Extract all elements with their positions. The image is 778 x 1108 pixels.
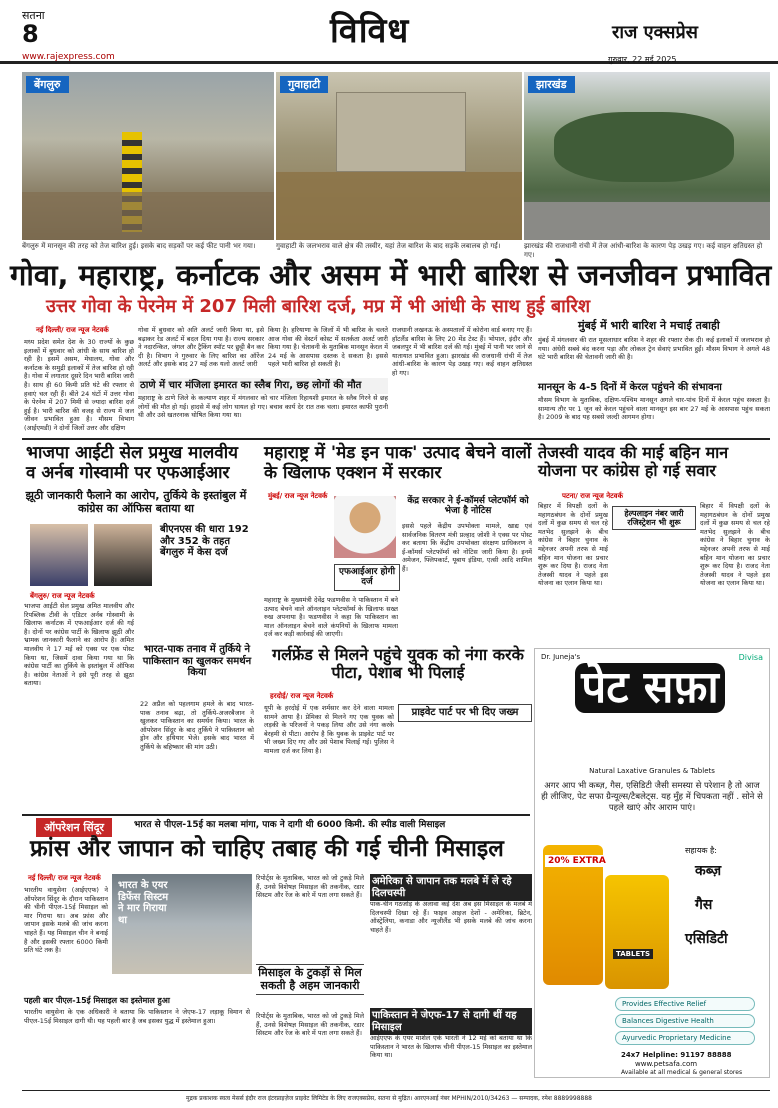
monsoon-body: मौसम विभाग के मुताबिक, दक्षिण-पश्चिम मानसून अगले चार-पांच दिनों में केरल पहुंच सकता है। सामान्य तौर पर 1 जून को केरल पहुंचने वाला मानसून इस बार 27 मई के आसपास पहुंच सकता है। 2009 के बाद यह सबसे जल्दी आगमन होगा। <box>538 396 770 422</box>
madeinpak-body: महाराष्ट्र के मुख्यमंत्री देवेंद्र फडणवीस ने पाकिस्तान में बने उत्पाद बेचने वाले ऑनलाइन प्लेटफॉर्म्स के खिलाफ सख्त रुख अपनाया है। फडणवीस ने कहा कि पाकिस्तान का माल ऑनलाइन बेचने वाले कंपनियों के खिलाफ मामला दर्ज कर कड़ी कार्रवाई की जाएगी। <box>264 596 398 639</box>
section-divider <box>22 438 770 440</box>
operation-sub-headline: मिसाइल के टुकड़ों से मिल सकती है अहम जानकारी <box>256 964 364 995</box>
bjp-subhead: झूठी जानकारी फैलाने का आरोप, तुर्किये के इस्तांबुल में कांग्रेस का ऑफिस बताया था <box>25 489 247 515</box>
mumbai-headline: मुंबई में भारी बारिश ने मचाई तबाही <box>578 319 720 332</box>
lead-subhead: उत्तर गोवा के पेरनेम में 207 मिली बारिश दर्ज, मप्र में भी आंधी के साथ हुई बारिश <box>46 296 591 317</box>
bjp-pullquote: बीएनएस की धारा 192 और 352 के तहत बेंगलुरु में केस दर्ज <box>160 524 249 558</box>
pl15-headline: पहली बार पीएल-15ई मिसाइल का इस्तेमाल हुआ <box>24 996 170 1005</box>
ad-benefit: Provides Effective Relief <box>615 997 755 1011</box>
ad-helpline: 24x7 Helpline: 91197 88888 <box>621 1051 732 1059</box>
tejashwi-body: बिहार में विपक्षी दलों के महागठबंधन के दोनों प्रमुख दलों में कुछ समय से चल रहे मतभेद सुलझने के बीच कांग्रेस ने बिहार चुनाव के मद्देनजर अपनी तरफ से माई बहिन मान योजना का प्रचार शुरू कर दिया है। राजद नेता तेजस्वी यादव ने पहले इस योजना का एलान किया था। <box>538 502 608 588</box>
lead-dateline: नई दिल्ली/ राज न्यूज नेटवर्क <box>36 326 109 334</box>
turkey-body: 22 अप्रैल को पहलगाम हमले के बाद भारत-पाक तनाव बढ़ा, तो तुर्किये-अजरबैजान ने खुलकर पाकिस्तान का समर्थन किया। भारत के ऑपरेशन सिंदूर के बाद तुर्किये ने पाकिस्तान को ड्रोन और हथियार भेजे। इसके बाद भारत में तुर्किये के बहिष्कार की मांग उठी। <box>140 700 254 751</box>
usjapan-body: पाक-चीन गठजोड़ के अलावा कई देश अब इस मिसाइल के मलबे में दिलचस्पी दिखा रहे हैं। फाइव आइज देशों - अमेरिका, ब्रिटेन, ऑस्ट्रेलिया, कनाडा और न्यूजीलैंड भी इसके मलबे की जांच करना चाहते हैं। <box>370 900 532 934</box>
girlfriend-dateline: हरदोई/ राज न्यूज नेटवर्क <box>270 692 334 700</box>
operation-dateline: नई दिल्ली/ राज न्यूज नेटवर्क <box>28 874 101 882</box>
helpline-box: हेल्पलाइन नंबर जारी रजिस्ट्रेशन भी शुरू <box>612 506 696 530</box>
mumbai-body: मुंबई में मंगलवार की रात मूसलाधार बारिश ने शहर की रफ्तार रोक दी। कई इलाकों में जलभराव हो गया। अंधेरी सबवे बंद करना पड़ा और लोकल ट्रेन सेवाएं प्रभावित हुईं। मौसम विभाग ने अगले 48 घंटे भारी बारिश की चेतावनी जारी की है। <box>538 336 770 362</box>
ad-benefit: Balances Digestive Health <box>615 1014 755 1028</box>
operation-sub-body: रिपोर्ट्स के मुताबिक, भारत को जो टुकड़े मिले हैं, उनसे विशेषज्ञ मिसाइल की तकनीक, रडार सिस्टम और रेंज के बारे में पता लगा सकते हैं। <box>256 1012 364 1038</box>
page-number: 8 <box>22 20 39 48</box>
avatar-fadnavis <box>334 496 396 558</box>
turkey-headline: भारत-पाक तनाव में तुर्किये ने पाकिस्तान का खुलकर समर्थन किया <box>142 644 252 678</box>
operation-tag: ऑपरेशन सिंदूर <box>36 818 112 837</box>
photo-jharkhand <box>524 72 770 240</box>
lead-body-col3: किया है। हरियाणा के जिलों में भी बारिश के चलते आज गोवा की वेस्टर्न कोस्ट में सतर्कता अलर्ट जारी किया गया है। चेतावनी के मुताबिक मानसून केरल में 24 मई के आसपास दस्तक दे सकता है। इससे पहले भारी बारिश हो सकती है। <box>268 326 388 369</box>
masthead <box>0 0 778 64</box>
operation-headline: फ्रांस और जापान को चाहिए तबाह की गई चीनी मिसाइल <box>30 836 504 862</box>
madeinpak-dateline: मुंबई/ राज न्यूज नेटवर्क <box>268 492 328 500</box>
bjp-body: भाजपा आईटी सेल प्रमुख अमित मालवीय और रिपब्लिक टीवी के एडिटर अर्नब गोस्वामी के खिलाफ कर्नाटक में एफआईआर दर्ज की गई है। दोनों पर कांग्रेस पार्टी के खिलाफ झूठी और भ्रामक जानकारी फैलाने का आरोप है। अमित मालवीय ने 17 मई को एक्स पर एक पोस्ट किया था, जिसमें दावा किया गया था कि कांग्रेस पार्टी का तुर्किये के इस्तांबुल में ऑफिस है। कांग्रेस नेताओं ने इसे पूरी तरह से झूठा बताया। <box>24 602 134 688</box>
ad-product: पेट सफ़ा <box>575 663 725 713</box>
footer-divider <box>22 1090 770 1091</box>
building-body: महाराष्ट्र के ठाणे जिले के कल्याण शहर में मंगलवार को चार मंजिला रिहायशी इमारत के स्लैब गिरने से छह लोगों की मौत हो गई। हादसे में कई लोग घायल हो गए। बचाव कार्य देर रात तक चला। इमारत काफी पुरानी थी और उसे खतरनाक घोषित किया गया था। <box>138 394 388 420</box>
madeinpak-headline: महाराष्ट्र में 'मेड इन पाक' उत्पाद बेचने वालों के खिलाफ एक्शन में सरकार <box>264 443 532 483</box>
issue-date: गुरुवार, 22 मई 2025 <box>608 55 677 64</box>
photo-caption: बेंगलुरु में मानसून की तरह को तेज बारिश हुई। इसके बाद सड़कों पर कई फीट पानी भर गया। <box>22 242 256 250</box>
lead-body-col2: गोवा में बुधवार को अति अलर्ट जारी किया था, इसे बढ़ाकर रेड अलर्ट में बदल दिया गया है। राज्य सरकार ने नदारन्कित, जंगल और ट्रैकिंग स्पॉट पर छुट्टी बैन कर दी है। विभाग ने गुरुवार के लिए बारिश का ऑरेंज अलर्ट और इसके बाद 27 मई तक यलो अलर्ट जारी <box>138 326 264 369</box>
photo-tag: गुवाहाटी <box>280 76 328 93</box>
ad-help-item: कब्ज़ <box>695 863 722 879</box>
operation-body: भारतीय वायुसेना (आईएएफ) ने ऑपरेशन सिंदूर के दौरान पाकिस्तान की चीनी पीएल-15ई मिसाइल को मार गिराया था। अब फ्रांस और जापान इसके मलबे की जांच करना चाहते हैं। यह मिसाइल चीन ने बनाई है और इसकी रफ्तार 6000 किमी प्रति घंटे तक है। <box>24 886 108 955</box>
ad-maker: Dr. Juneja's <box>541 653 581 661</box>
ad-help-item: एसिडिटी <box>685 931 728 947</box>
ad-brand-tag: Divisa <box>738 653 763 662</box>
ad-website[interactable]: www.petsafa.com <box>635 1060 698 1068</box>
section-title: विविध <box>330 11 410 51</box>
operation-kicker: भारत से पीएल-15ई का मलबा मांगा, पाक ने दागी थी 6000 किमी. की स्पीड वाली मिसाइल <box>134 820 446 830</box>
ad-pitch: अगर आप भी कब्ज़, गैस, एसिडिटी जैसी समस्या से परेशान है तो आज ही लीजिए, पेट सफा ग्रैन्यूल्स/टैबलेट्स. यह मुँह में चिपकता नहीं . सोने से पहले खाएं और आराम पाएं। <box>541 781 763 813</box>
ecom-headline: केंद्र सरकार ने ई-कॉमर्स प्लेटफॉर्म को भेजा है नोटिस <box>407 496 529 517</box>
photo-caption: झारखंड की राजधानी रांची में तेज आंधी-बारिश के कारण पेड़ उखड़ गए। कई वाहन क्षतिग्रस्त हो गए। <box>524 242 763 259</box>
jf17-body: आईएएफ के एयर मार्शल एके भारती ने 12 मई को बताया था कि पाकिस्तान ने भारत के खिलाफ चीनी पीएल-15 मिसाइल का इस्तेमाल किया था। <box>370 1034 532 1060</box>
photo-bengaluru <box>22 72 274 240</box>
ad-help-item: गैस <box>695 897 713 913</box>
monsoon-headline: मानसून के 4-5 दिनों में केरल पहुंचने की संभावना <box>538 382 722 393</box>
website-link[interactable]: www.rajexpress.com <box>22 52 115 62</box>
pl15-body: भारतीय वायुसेना के एक अधिकारी ने बताया कि पाकिस्तान ने जेएफ-17 लड़ाकू विमान से पीएल-15ई मिसाइल दागी थी। यह पहली बार है जब इसका युद्ध में इस्तेमाल हुआ। <box>24 1008 250 1025</box>
section-divider <box>22 814 530 816</box>
ad-tablets: TABLETS <box>613 949 653 959</box>
operation-sub-body-a: रिपोर्ट्स के मुताबिक, भारत को जो टुकड़े मिले हैं, उनसे विशेषज्ञ मिसाइल की तकनीक, रडार सिस्टम और रेंज के बारे में पता लगा सकते हैं। <box>256 874 364 900</box>
photo-tag: झारखंड <box>528 76 575 93</box>
brand-logo: राज एक्सप्रेस <box>612 22 698 43</box>
imprint-footer: मुद्रक प्रकाशक स्वत्व मेसर्स इंदौर राज इंटरप्राइज़ेज प्राइवेट लिमिटेड के लिए राजएक्सप्रेस, सतना से मुद्रित। आरएनआई नंबर MPHIN/2010/34263 — सम्पादक, रमेश 8889998888 <box>186 1095 592 1102</box>
ad-petsafa[interactable] <box>534 648 770 1078</box>
girlfriend-body: यूपी के हरदोई में एक शर्मसार कर देने वाला मामला सामने आया है। प्रेमिका से मिलने गए एक युवक को लड़की के परिजनों ने पकड़ लिया और उसे नंगा करके बेरहमी से पीटा। आरोप है कि युवक के प्राइवेट पार्ट पर भी जख्म दिए गए और उसे पेशाब पिलाई गई। पुलिस ने मामला दर्ज कर लिया है। <box>264 704 394 755</box>
tejashwi-dateline: पटना/ राज न्यूज नेटवर्क <box>562 492 623 500</box>
building-headline: ठाणे में चार मंजिला इमारत का स्लैब गिरा, छह लोगों की मौत <box>138 378 388 394</box>
tejashwi-headline: तेजस्वी यादव की माई बहिन मान योजना पर कांग्रेस हो गई सवार <box>538 443 729 481</box>
lead-body-col1: मध्य प्रदेश समेत देश के 30 राज्यों के कुछ इलाकों में बुधवार को आंधी के साथ बारिश हो रही है। इसमें असम, मेघालय, गोवा और कर्नाटक के समुद्री इलाकों में तेज बारिश हो रही है। गोवा में लगातार दूसरे दिन भारी बारिश जारी है। साथ ही 60 किमी प्रति घंटे की रफ्तार से हवाएं चल रही हैं। बीते 24 घंटों में उत्तर गोवा के पेरनेम में 207 मिमी से ज्यादा बारिश दर्ज हुई है। भारी बारिश की वजह से राज्य में जल जीवन प्रभावित हुआ है। मौसम विभाग (आईएमडी) ने दोनों जिलों उत्तर और दक्षिण <box>24 338 134 432</box>
usjapan-headline: अमेरिका से जापान तक मलबे में ले रहे दिलचस्पी <box>370 874 532 901</box>
avatar-malviya <box>30 524 88 586</box>
photo-caption: गुवाहाटी के जलभराव वाले क्षेत्र की तस्वीर, यहां तेज बारिश के बाद सड़कें लबालब हो गईं। <box>276 242 501 250</box>
photo-tag: बेंगलुरु <box>26 76 69 93</box>
ad-extra: 20% EXTRA <box>545 855 609 867</box>
ad-benefit: Ayurvedic Proprietary Medicine <box>615 1031 755 1045</box>
missile-photo-label: भारत के एयर डिफेंस सिस्टम ने मार गिराया था <box>118 880 169 926</box>
girlfriend-headline: गर्लफ्रेंड से मिलने पहुंचे युवक को नंगा करके पीटा, पेशाब भी पिलाई <box>272 645 524 683</box>
photo-guwahati <box>276 72 522 240</box>
lead-headline: गोवा, महाराष्ट्र, कर्नाटक और असम में भारी बारिश से जनजीवन प्रभावित <box>10 258 772 292</box>
bjp-dateline: बेंगलुरु/ राज न्यूज नेटवर्क <box>30 592 95 600</box>
girlfriend-badge: प्राइवेट पार्ट पर भी दिए जख्म <box>398 704 532 722</box>
ad-helps-label: सहायक है: <box>685 846 717 855</box>
jf17-headline: पाकिस्तान ने जेएफ-17 से दागी थीं यह मिसाइल <box>370 1008 532 1035</box>
bjp-headline: भाजपा आईटी सेल प्रमुख मालवीय व अर्नब गोस्वामी पर एफआईआर <box>26 443 238 483</box>
ecom-body: इससे पहले केंद्रीय उपभोक्ता मामले, खाद्य एवं सार्वजनिक वितरण मंत्री प्रल्हाद जोशी ने एक्स पर पोस्ट कर बताया कि केंद्रीय उपभोक्ता संरक्षण प्राधिकरण ने ई-कॉमर्स प्लेटफॉर्म्स को नोटिस जारी किया है। इनमें अमेजन, फ्लिपकार्ट, यूबाय इंडिया, एत्सी आदि शामिल हैं। <box>402 522 532 573</box>
lead-body-col4: राजधानी लखनऊ के अस्पतालों में कोरोना वार्ड बनाए गए हैं। हॉटलैंड बारिश के लिए 20 मेंड टेस्ट हैं। भोपाल, इंदौर और जबलपुर में भी बारिश दर्ज की गई। मुंबई में पानी भर जाने से यातायात प्रभावित हुआ। झारखंड की राजधानी रांची में तेज आंधी-बारिश के कारण पेड़ उखड़ गए। कई वाहन क्षतिग्रस्त हो गए। <box>392 326 532 377</box>
avatar-goswami <box>94 524 152 586</box>
fir-badge: एफआईआर होगी दर्ज <box>334 564 400 591</box>
ad-availability: Available at all medical & general stores <box>621 1069 743 1076</box>
ad-product-en: Natural Laxative Granules & Tablets <box>589 767 715 775</box>
tejashwi-body-2: बिहार में विपक्षी दलों के महागठबंधन के दोनों प्रमुख दलों में कुछ समय से चल रहे मतभेद सुलझने के बीच कांग्रेस ने बिहार चुनाव के मद्देनजर अपनी तरफ से माई बहिन मान योजना का प्रचार शुरू कर दिया है। राजद नेता तेजस्वी यादव ने पहले इस योजना का एलान किया था। <box>700 502 770 588</box>
city-label: सतना <box>22 9 45 22</box>
